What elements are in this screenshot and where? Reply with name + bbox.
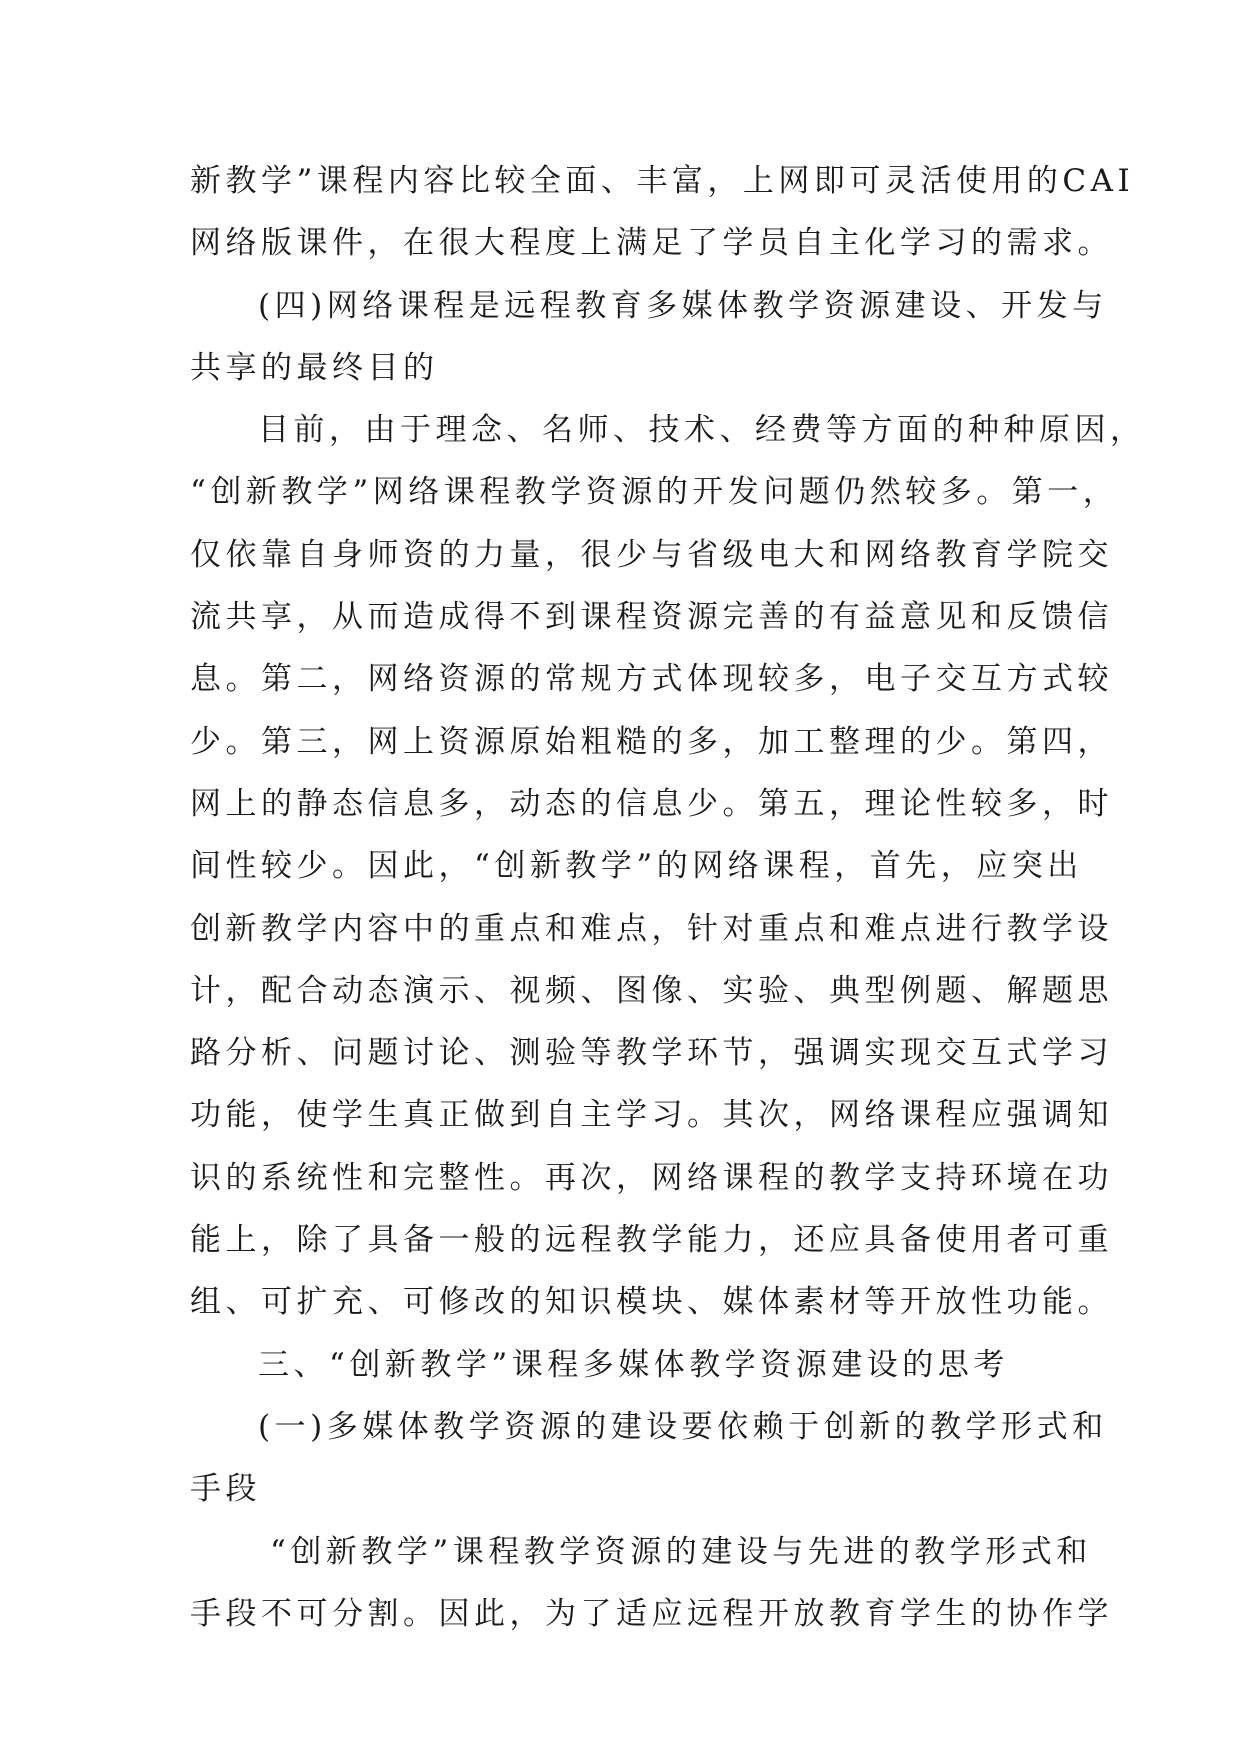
paragraph-first-line: “创新教学”课程教学资源的建设与先进的教学形式和 xyxy=(270,1533,1092,1570)
document-body xyxy=(190,150,1146,1645)
paragraph-first-line: 目前，由于理念、名师、技术、经费等方面的种种原因， xyxy=(258,412,1146,449)
subsection-heading-line: 手段 xyxy=(190,1471,261,1508)
text-line: 流共享，从而造成得不到课程资源完善的有益意见和反馈信 xyxy=(190,599,1113,636)
text-line: 创新教学内容中的重点和难点，针对重点和难点进行教学设 xyxy=(190,910,1113,947)
text-line: 手段不可分割。因此，为了适应远程开放教育学生的协作学 xyxy=(190,1595,1113,1632)
text-line: 息。第二，网络资源的常规方式体现较多，电子交互方式较 xyxy=(190,661,1113,698)
section-heading-line: (四)网络课程是远程教育多媒体教学资源建设、开发与 xyxy=(258,287,1108,324)
text-line: 路分析、问题讨论、测验等教学环节，强调实现交互式学习 xyxy=(190,1035,1113,1072)
text-line: 新教学”课程内容比较全面、丰富，上网即可灵活使用的CAI xyxy=(190,163,1135,199)
section-heading-line: 共享的最终目的 xyxy=(190,349,439,386)
text-line: 组、可扩充、可修改的知识模块、媒体素材等开放性功能。 xyxy=(190,1284,1113,1321)
text-line: 间性较少。因此，“创新教学”的网络课程，首先，应突出 xyxy=(190,848,1083,885)
text-line: 功能，使学生真正做到自主学习。其次，网络课程应强调知 xyxy=(190,1097,1113,1134)
text-line: 网上的静态信息多，动态的信息少。第五，理论性较多，时 xyxy=(190,785,1113,822)
text-line: 仅依靠自身师资的力量，很少与省级电大和网络教育学院交 xyxy=(190,536,1113,573)
text-line: 网络版课件，在很大程度上满足了学员自主化学习的需求。 xyxy=(190,225,1113,262)
subsection-heading-line: (一)多媒体教学资源的建设要依赖于创新的教学形式和 xyxy=(258,1408,1108,1445)
text-line: “创新教学”网络课程教学资源的开发问题仍然较多。第一， xyxy=(190,474,1119,511)
text-line: 能上，除了具备一般的远程教学能力，还应具备使用者可重 xyxy=(190,1222,1113,1259)
text-line: 少。第三，网上资源原始粗糙的多，加工整理的少。第四， xyxy=(190,723,1113,760)
text-line: 识的系统性和完整性。再次，网络课程的教学支持环境在功 xyxy=(190,1159,1113,1196)
section-heading-line: 三、“创新教学”课程多媒体教学资源建设的思考 xyxy=(258,1346,1009,1383)
text-line: 计，配合动态演示、视频、图像、实验、典型例题、解题思 xyxy=(190,972,1113,1009)
